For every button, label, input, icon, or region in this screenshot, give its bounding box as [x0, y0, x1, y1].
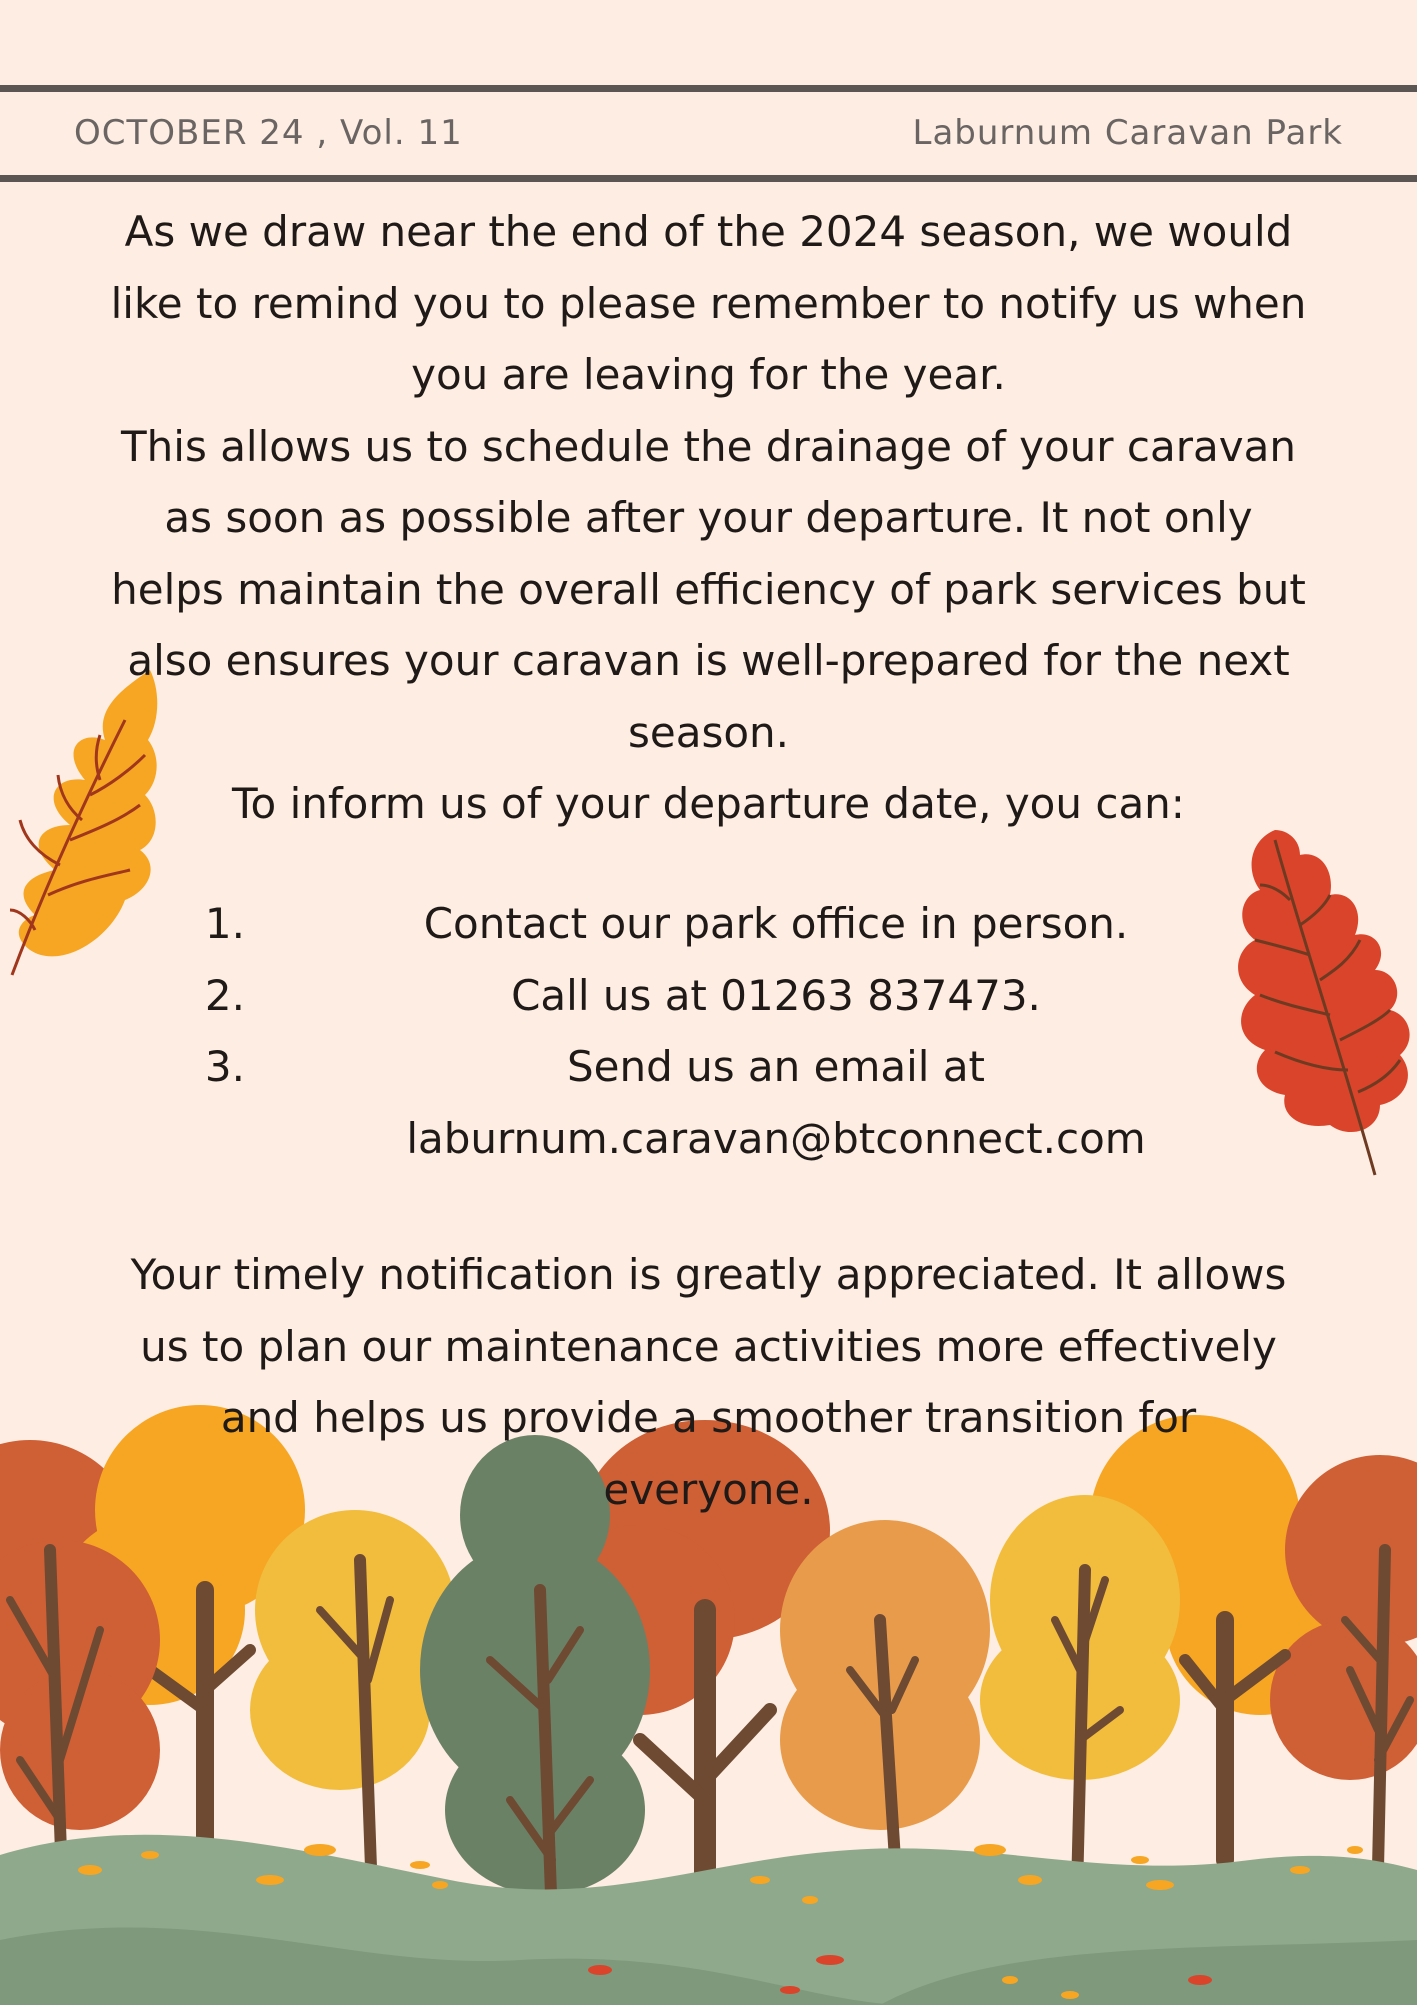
- intro-paragraph-3: To inform us of your departure date, you can:: [232, 779, 1185, 828]
- list-text: Contact our park office in person.: [423, 899, 1129, 948]
- list-number: 3.: [204, 1042, 245, 1091]
- masthead-rule-bottom: [0, 175, 1417, 182]
- closing-paragraph: Your timely notification is greatly appreciated. It allows us to plan our maintenance activities more effectively and helps us provide a smoother transition for everyone.: [130, 1250, 1287, 1514]
- list-item: [110, 888, 1307, 960]
- contact-methods-list: [110, 888, 1307, 1174]
- intro-text: [110, 196, 1307, 840]
- issue-label: OCTOBER 24 , Vol. 11: [74, 113, 463, 153]
- list-item: [110, 1031, 1307, 1174]
- intro-paragraph-2: This allows us to schedule the drainage of your caravan as soon as possible after your departure. It not only helps maintain the overall efficiency of park services but also ensures your caravan is well-prepared for the next season.: [111, 421, 1306, 757]
- list-text: Call us at 01263 837473.: [511, 970, 1041, 1020]
- list-number: 1.: [204, 899, 245, 948]
- masthead-rule-top: [0, 85, 1417, 92]
- intro-paragraph-1: As we draw near the end of the 2024 season, we would like to remind you to please remember to notify us when you are leaving for the year.: [110, 207, 1307, 399]
- list-number: 2.: [204, 970, 245, 1020]
- list-text: Send us an email at laburnum.caravan@btconnect.com: [406, 1042, 1146, 1163]
- park-name: Laburnum Caravan Park: [912, 113, 1343, 153]
- list-item: [110, 960, 1307, 1032]
